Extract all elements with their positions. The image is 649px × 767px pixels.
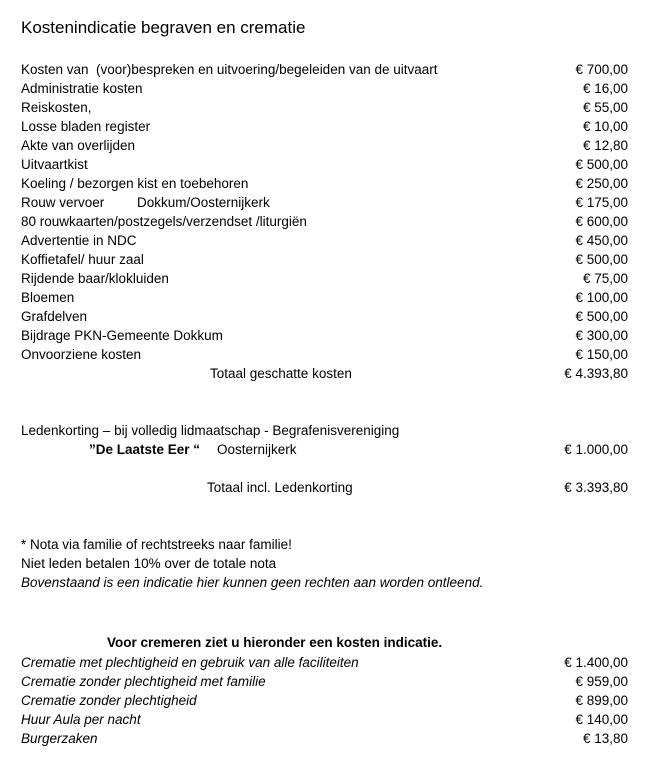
cremation-heading: Voor cremeren ziet u hieronder een kosten indicatie.: [107, 635, 443, 650]
cost-label: Advertentie in NDC: [21, 233, 137, 248]
cost-amount: € 500,00: [575, 157, 628, 172]
cost-row: [21, 308, 628, 326]
cost-row: [21, 118, 628, 136]
cost-label: Rijdende baar/klokluiden: [21, 271, 169, 286]
total-amount: € 4.393,80: [564, 366, 628, 381]
cost-label: Bijdrage PKN-Gemeente Dokkum: [21, 328, 223, 343]
total-row: [21, 365, 628, 383]
note-family: * Nota via familie of rechtstreeks naar familie!: [21, 537, 292, 552]
cost-label: Onvoorziene kosten: [21, 347, 142, 362]
cremation-amount: € 140,00: [575, 712, 628, 727]
cost-amount: € 16,00: [582, 81, 628, 96]
cremation-amount: € 13,80: [582, 731, 628, 746]
cost-label: Koeling / bezorgen kist en toebehoren: [21, 176, 249, 191]
total-discount-amount: € 3.393,80: [564, 480, 628, 495]
note-non-members: Niet leden betalen 10% over de totale nota: [21, 556, 277, 571]
cost-row: [21, 99, 628, 117]
cost-row: [21, 61, 628, 79]
cremation-row: [21, 711, 628, 729]
cost-label: Uitvaartkist: [21, 157, 88, 172]
total-discount-label: Totaal incl. Ledenkorting: [207, 480, 353, 495]
cremation-amount: € 899,00: [575, 693, 628, 708]
cost-label: Koffietafel/ huur zaal: [21, 252, 144, 267]
cost-amount: € 250,00: [575, 176, 628, 191]
cost-amount: € 55,00: [582, 100, 628, 115]
cost-amount: € 150,00: [575, 347, 628, 362]
document-title: Kostenindicatie begraven en crematie: [21, 18, 306, 37]
cost-row: [21, 289, 628, 307]
cost-route: Dokkum/Oosternijkerk: [137, 195, 270, 210]
cremation-label: Crematie zonder plechtigheid met familie: [21, 674, 266, 689]
cost-row: [21, 194, 628, 212]
cremation-label: Huur Aula per nacht: [21, 712, 141, 727]
discount-row: [21, 441, 628, 459]
cost-row: [21, 175, 628, 193]
cost-amount: € 12,80: [582, 138, 628, 153]
cremation-row: [21, 730, 628, 748]
cost-amount: € 500,00: [575, 309, 628, 324]
cost-amount: € 700,00: [575, 62, 628, 77]
cost-amount: € 450,00: [575, 233, 628, 248]
cremation-row: [21, 673, 628, 691]
total-label: Totaal geschatte kosten: [210, 366, 352, 381]
discount-description: Ledenkorting – bij volledig lidmaatschap - Begrafenisvereniging: [21, 423, 400, 438]
cremation-amount: € 1.400,00: [564, 655, 628, 670]
cost-label: Rouw vervoer: [21, 195, 105, 210]
cost-amount: € 600,00: [575, 214, 628, 229]
cost-amount: € 75,00: [582, 271, 628, 286]
cost-label: Kosten van (voor)bespreken en uitvoering/begeleiden van de uitvaart: [21, 62, 438, 77]
cost-amount: € 175,00: [575, 195, 628, 210]
cost-label: Grafdelven: [21, 309, 88, 324]
cremation-label: Burgerzaken: [21, 731, 98, 746]
cost-row: [21, 327, 628, 345]
cost-row: [21, 156, 628, 174]
cost-amount: € 300,00: [575, 328, 628, 343]
cost-label: Administratie kosten: [21, 81, 143, 96]
note-disclaimer: Bovenstaand is een indicatie hier kunnen geen rechten aan worden ontleend.: [21, 575, 484, 590]
cremation-row: [21, 692, 628, 710]
cost-label: Bloemen: [21, 290, 75, 305]
cost-row: [21, 232, 628, 250]
cost-amount: € 100,00: [575, 290, 628, 305]
cost-amount: € 500,00: [575, 252, 628, 267]
cost-row: [21, 346, 628, 364]
cost-label: 80 rouwkaarten/postzegels/verzendset /liturgiën: [21, 214, 307, 229]
cost-label: Losse bladen register: [21, 119, 151, 134]
cost-label: Reiskosten,: [21, 100, 92, 115]
cremation-amount: € 959,00: [575, 674, 628, 689]
association-place: Oosternijkerk: [217, 442, 297, 457]
cremation-label: Crematie met plechtigheid en gebruik van alle faciliteiten: [21, 655, 359, 670]
cremation-row: [21, 654, 628, 672]
cost-row: [21, 251, 628, 269]
cost-row: [21, 137, 628, 155]
cost-row: [21, 213, 628, 231]
discount-amount: € 1.000,00: [564, 442, 628, 457]
association-name: ”De Laatste Eer “: [89, 442, 201, 457]
cost-amount: € 10,00: [582, 119, 628, 134]
cremation-label: Crematie zonder plechtigheid: [21, 693, 197, 708]
total-discount-row: [21, 479, 628, 497]
cost-row: [21, 80, 628, 98]
cost-row: [21, 270, 628, 288]
cost-label: Akte van overlijden: [21, 138, 136, 153]
